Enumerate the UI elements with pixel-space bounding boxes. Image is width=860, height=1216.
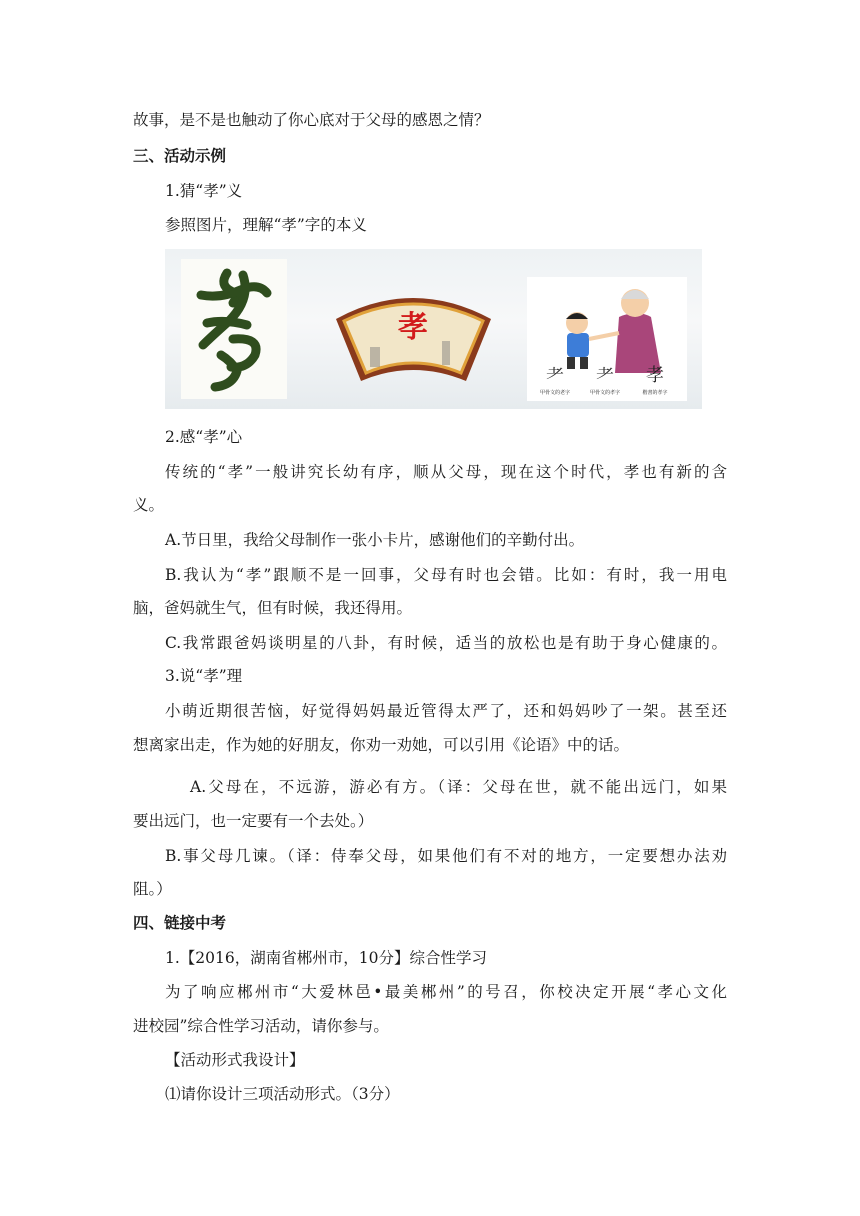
subheading-feel: 2.感“孝”心 <box>165 428 243 446</box>
quote-a: A.父母在，不远游，游必有方。（译：父母在世，就不能出远门，如果 <box>190 778 727 796</box>
svg-text:⺹: ⺹ <box>596 365 614 386</box>
question-part-1: ⑴请你设计三项活动形式。（3分） <box>165 1085 400 1103</box>
paragraph-line: 为了响应郴州市“大爱林邑•最美郴州”的号召，你校决定开展“孝心文化 <box>165 983 727 1001</box>
subheading-reason: 3.说“孝”理 <box>165 667 243 685</box>
section-heading-4: 四、链接中考 <box>133 914 227 932</box>
xiao-character-illustration <box>165 249 702 409</box>
fan-image <box>330 289 497 389</box>
paragraph-line: 要出远门，也一定要有一个去处。） <box>133 812 374 830</box>
caption-kaishu-xiao: 楷書的孝字 <box>642 390 668 396</box>
paragraph-line: 参照图片，理解“孝”字的本义 <box>165 216 367 234</box>
paragraph-line: 义。 <box>133 496 165 514</box>
activity-heading: 【活动形式我设计】 <box>165 1051 305 1069</box>
paragraph-line: 传统的“孝”一般讲究长幼有序，顺从父母，现在这个时代，孝也有新的含 <box>165 463 727 481</box>
paragraph-line: 小萌近期很苦恼，好觉得妈妈最近管得太严了，还和妈妈吵了一架。甚至还 <box>165 702 727 720</box>
paragraph-line: 阻。） <box>133 880 172 898</box>
paragraph-line: 脑，爸妈就生气，但有时候，我还得用。 <box>133 599 413 617</box>
option-b: B.我认为“孝”跟顺不是一回事，父母有时也会错。比如：有时，我一用电 <box>165 566 727 584</box>
modern-xiao-character: 孝 <box>646 365 664 386</box>
quote-b: B.事父母几谏。（译：侍奉父母，如果他们有不对的地方，一定要想办法劝 <box>165 847 727 865</box>
section-heading-3: 三、活动示例 <box>133 147 227 165</box>
caption-oracle-lao: 甲骨文的老字 <box>539 390 571 396</box>
cartoon-image <box>527 277 687 401</box>
svg-text:⺹: ⺹ <box>546 365 564 386</box>
caption-oracle-xiao: 甲骨文的孝字 <box>589 390 621 396</box>
seal-script-image <box>181 259 287 399</box>
subheading-guess: 1.猜“孝”义 <box>165 182 243 200</box>
exam-question-title: 1.【2016，湖南省郴州市，10分】综合性学习 <box>165 949 487 967</box>
paragraph-line: 进校园”综合性学习活动，请你参与。 <box>133 1017 389 1035</box>
option-a: A.节日里，我给父母制作一张小卡片，感谢他们的辛勤付出。 <box>165 531 585 549</box>
fan-xiao-character: 孝 <box>398 310 428 345</box>
paragraph-line: 故事，是不是也触动了你心底对于父母的感恩之情？ <box>133 111 490 129</box>
option-c: C.我常跟爸妈谈明星的八卦，有时候，适当的放松也是有助于身心健康的。 <box>165 634 727 652</box>
paragraph-line: 想离家出走，作为她的好朋友，你劝一劝她，可以引用《论语》中的话。 <box>133 736 630 754</box>
